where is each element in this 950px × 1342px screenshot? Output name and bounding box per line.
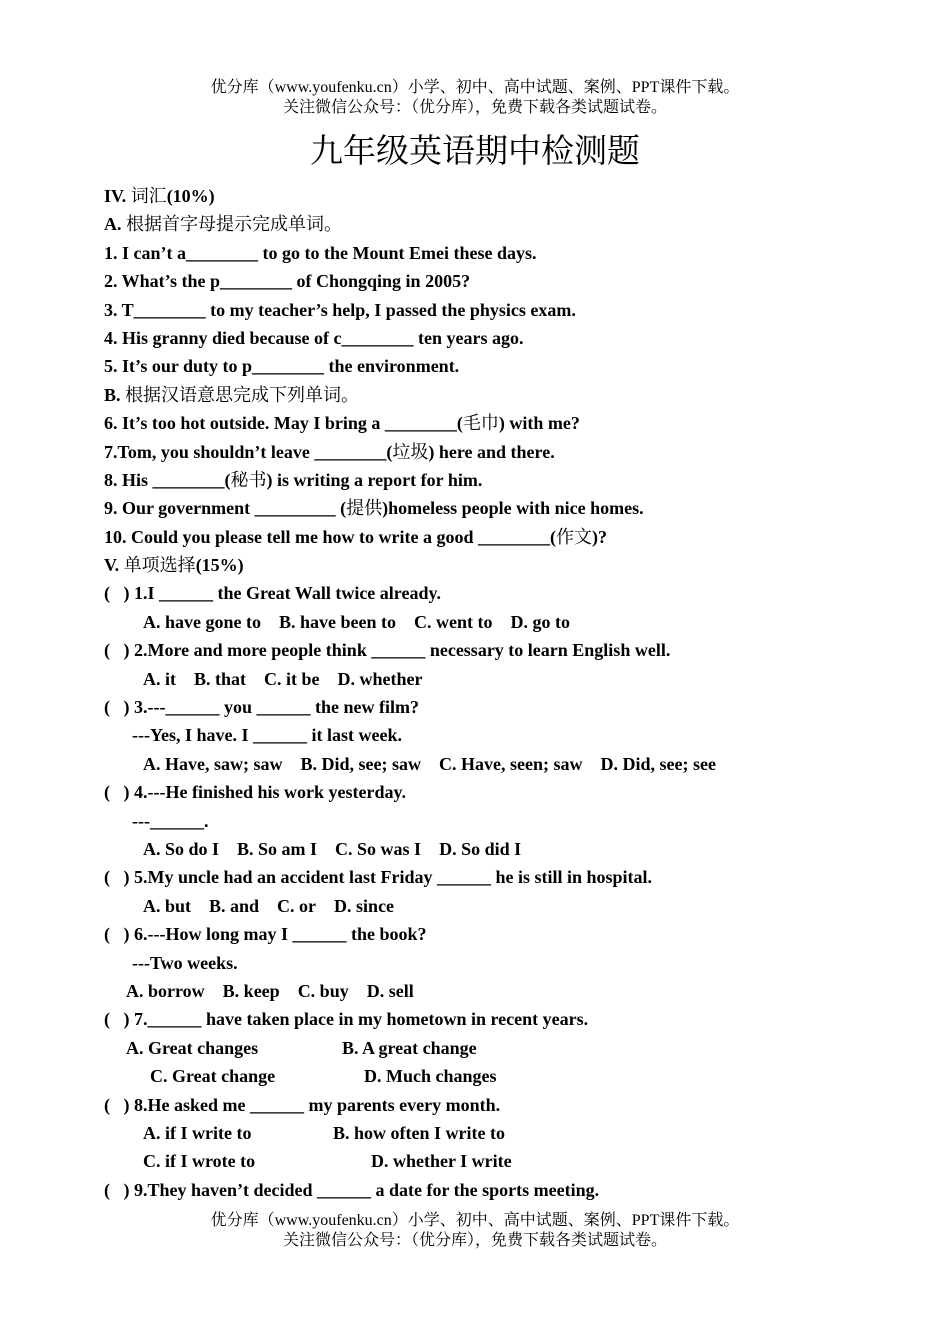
question-a5: 5. It’s our duty to p________ the environment.	[104, 356, 460, 377]
question-1-options	[104, 608, 904, 636]
option-d: D. whether	[337, 668, 423, 689]
option-c: C. Have, seen; saw	[439, 753, 583, 774]
chinese-hint: 毛巾	[462, 413, 499, 434]
question-6-dialog: ---Two weeks.	[132, 952, 238, 973]
question-b9	[104, 494, 904, 522]
option-d: D. since	[334, 895, 395, 916]
question-8: ( ) 8.He asked me ______ my parents every month.	[104, 1094, 501, 1115]
part-instruction: 根据首字母提示完成单词。	[126, 214, 342, 235]
question-2-options	[104, 665, 904, 693]
page-title: 九年级英语期中检测题	[310, 134, 640, 170]
option-a: A. Have, saw; saw	[143, 753, 283, 774]
option-d: D. So did I	[439, 838, 522, 859]
header-line-1: 优分库（www.youfenku.cn）小学、初中、高中试题、案例、PPT课件下载。	[210, 79, 740, 96]
question-6-options	[104, 977, 904, 1005]
question-4: ( ) 4.---He finished his work yesterday.	[104, 782, 406, 803]
option-a: A. borrow	[126, 980, 205, 1001]
option-b: B. Did, see; saw	[300, 753, 421, 774]
question-3: ( ) 3.---______ you ______ the new film?	[104, 697, 419, 718]
question-text: 8. His ________(	[104, 469, 231, 490]
question-5: ( ) 5.My uncle had an accident last Friday ______ he is still in hospital.	[104, 867, 653, 888]
option-d: D. Much changes	[364, 1066, 497, 1087]
question-a4: 4. His granny died because of c________ ten years ago.	[104, 327, 524, 348]
part-label: B.	[104, 384, 121, 405]
section-number: IV.	[104, 186, 127, 206]
question-a1: 1. I can’t a________ to go to the Mount Emei these days.	[104, 242, 537, 263]
option-c: C. or	[277, 895, 317, 916]
part-instruction: 根据汉语意思完成下列单词。	[125, 384, 360, 405]
option-a: A. if I write to	[143, 1122, 252, 1143]
question-a3: 3. T________ to my teacher’s help, I passed the physics exam.	[104, 299, 576, 320]
header-line-2: 关注微信公众号：（优分库），免费下载各类试题试卷。	[282, 99, 667, 116]
page-header	[0, 78, 950, 118]
question-8-options-row2	[104, 1147, 904, 1175]
section-title: 词汇	[130, 186, 167, 206]
chinese-hint: 秘书	[230, 469, 267, 490]
section-4-heading	[104, 182, 904, 210]
section-score: (15%)	[195, 555, 244, 576]
question-2: ( ) 2.More and more people think ______ necessary to learn English well.	[104, 640, 671, 661]
option-d: D. whether I write	[371, 1151, 512, 1172]
section-5-heading	[104, 551, 904, 579]
question-3-options	[104, 750, 904, 778]
part-b-heading	[104, 381, 904, 409]
question-6: ( ) 6.---How long may I ______ the book?	[104, 924, 427, 945]
option-b: B. have been to	[279, 611, 396, 632]
question-b7	[104, 438, 904, 466]
question-7: ( ) 7.______ have taken place in my hometown in recent years.	[104, 1009, 589, 1030]
option-a: A. it	[143, 668, 176, 689]
option-b: B. and	[209, 895, 260, 916]
question-8-options-row1	[104, 1119, 904, 1147]
chinese-hint: 提供	[346, 498, 383, 519]
question-text: 10. Could you please tell me how to write a good ________(	[104, 526, 556, 547]
page-footer	[0, 1211, 950, 1251]
question-7-options-row2	[104, 1062, 904, 1090]
footer-line-2: 关注微信公众号：（优分库），免费下载各类试题试卷。	[282, 1232, 667, 1249]
question-text: 7.Tom, you shouldn’t leave ________(	[104, 441, 393, 462]
question-text: ) is writing a report for him.	[266, 469, 483, 490]
question-b8	[104, 466, 904, 494]
question-a2: 2. What’s the p________ of Chongqing in 2005?	[104, 271, 471, 292]
option-c: C. So was I	[335, 838, 422, 859]
question-3-dialog: ---Yes, I have. I ______ it last week.	[132, 725, 402, 746]
option-b: B. A great change	[342, 1037, 477, 1058]
question-text: 6. It’s too hot outside. May I bring a ________(	[104, 413, 463, 434]
option-c: C. Great change	[150, 1066, 276, 1087]
option-b: B. how often I write to	[333, 1122, 505, 1143]
part-a-heading	[104, 210, 904, 238]
section-title: 单项选择	[123, 555, 196, 576]
question-text: ) with me?	[498, 413, 580, 434]
exam-body	[104, 182, 904, 1204]
option-c: C. went to	[414, 611, 493, 632]
option-a: A. So do I	[143, 838, 220, 859]
option-b: B. So am I	[237, 838, 318, 859]
part-label: A.	[104, 214, 122, 235]
question-4-dialog: ---______.	[132, 810, 209, 831]
question-b10	[104, 523, 904, 551]
footer-line-1: 优分库（www.youfenku.cn）小学、初中、高中试题、案例、PPT课件下载。	[210, 1212, 740, 1229]
question-b6	[104, 409, 904, 437]
option-a: A. have gone to	[143, 611, 261, 632]
section-number: V.	[104, 555, 120, 576]
question-5-options	[104, 892, 904, 920]
option-b: B. keep	[222, 980, 280, 1001]
question-1: ( ) 1.I ______ the Great Wall twice already.	[104, 583, 441, 604]
chinese-hint: 垃圾	[392, 441, 429, 462]
option-c: C. it be	[264, 668, 320, 689]
option-d: D. sell	[366, 980, 414, 1001]
option-d: D. go to	[510, 611, 570, 632]
question-text: )?	[591, 526, 607, 547]
option-b: B. that	[194, 668, 247, 689]
option-a: A. Great changes	[126, 1037, 259, 1058]
question-7-options-row1	[104, 1034, 904, 1062]
question-4-options	[104, 835, 904, 863]
question-text: 9. Our government _________ (	[104, 498, 347, 519]
question-9: ( ) 9.They haven’t decided ______ a date for the sports meeting.	[104, 1179, 600, 1200]
option-a: A. but	[143, 895, 192, 916]
question-text: ) here and there.	[428, 441, 555, 462]
option-c: C. if I wrote to	[143, 1151, 256, 1172]
chinese-hint: 作文	[555, 526, 592, 547]
option-c: C. buy	[297, 980, 349, 1001]
section-score: (10%)	[166, 186, 215, 206]
question-text: )homeless people with nice homes.	[382, 498, 644, 519]
option-d: D. Did, see; see	[600, 753, 716, 774]
